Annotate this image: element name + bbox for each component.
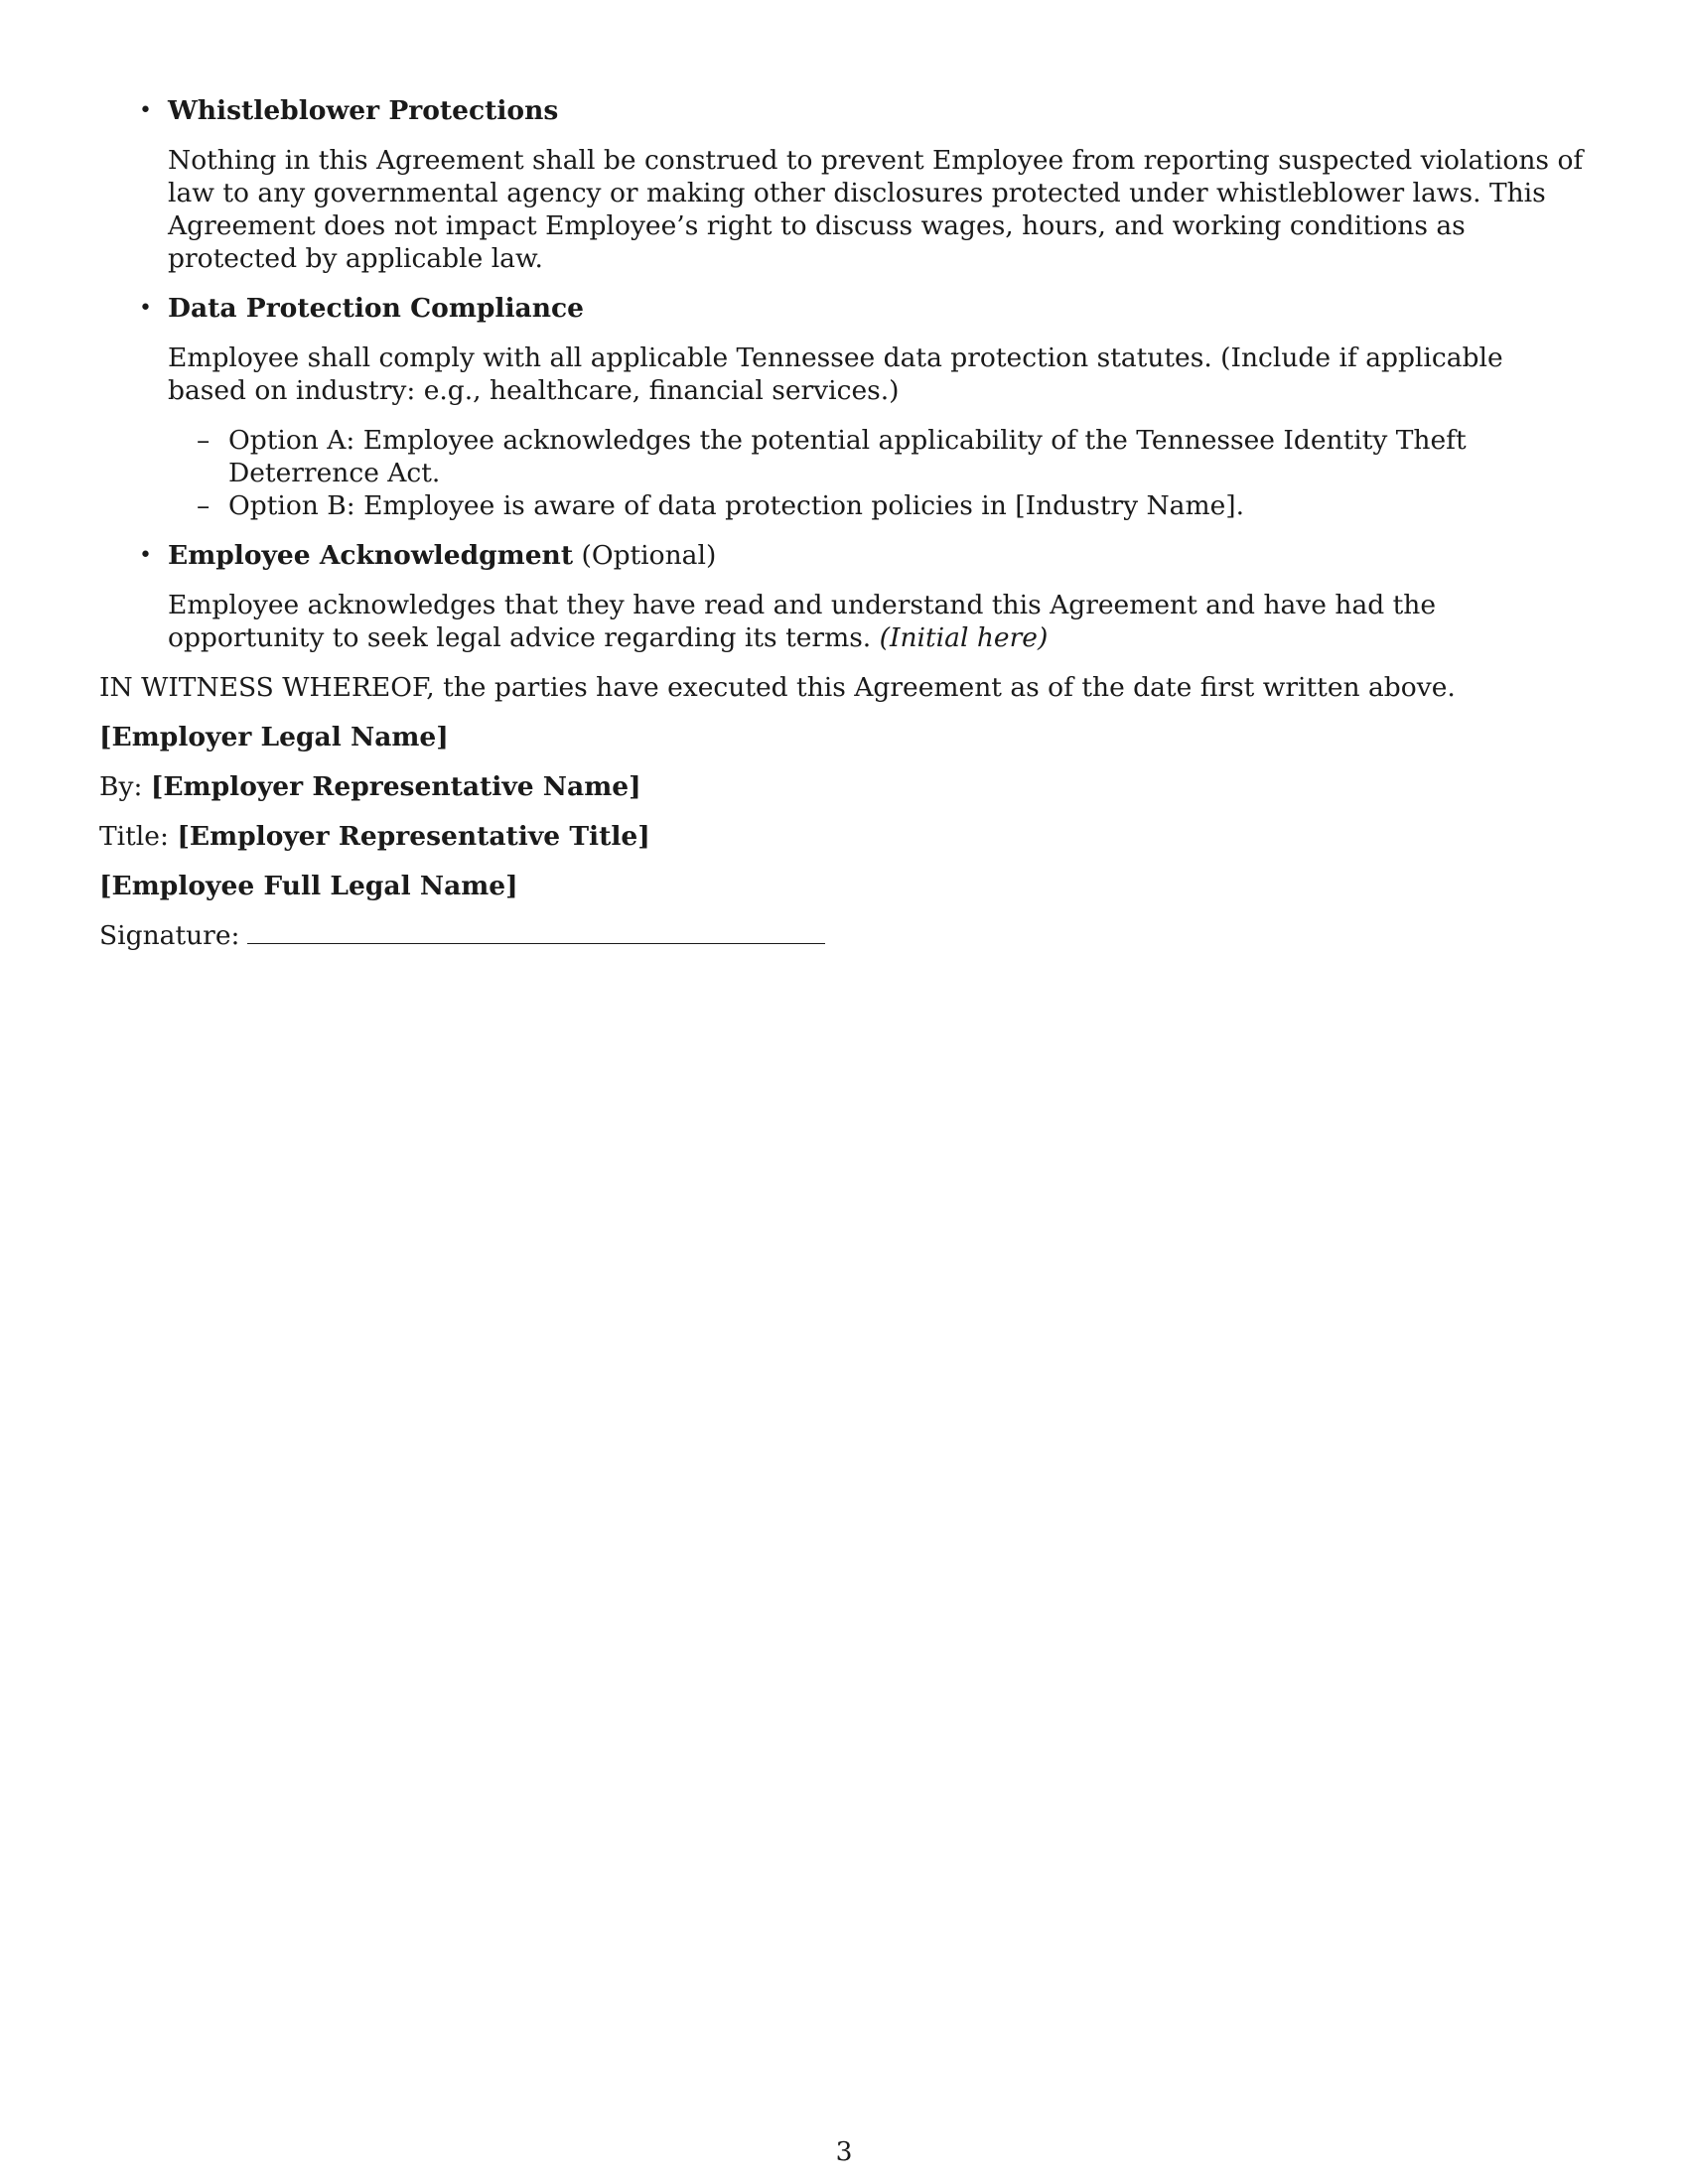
section-body: Nothing in this Agreement shall be construed to prevent Employee from reporting suspected violations of law to any governmental agency or making other disclosures protected under whistleblower laws. This Agreement does not impact Employee’s right to discuss wages, hours, and working conditions as protected by applicable law. bbox=[168, 145, 1584, 274]
representative-name: Employer Representative Name bbox=[163, 771, 630, 802]
section-heading-text: Employee Acknowledgment bbox=[168, 540, 574, 571]
bullet-icon: • bbox=[139, 543, 152, 568]
initial-here-note: (Initial here) bbox=[879, 622, 1049, 653]
section-body: Employee shall comply with all applicable Tennessee data protection statutes. (Include if applicable based on industry: e.g., healthcare, financial services.) bbox=[168, 342, 1503, 406]
bullet-icon: • bbox=[139, 296, 152, 321]
signature-blank[interactable] bbox=[247, 921, 825, 944]
signature-label: Signature: bbox=[99, 920, 240, 951]
section-heading-text: Data Protection Compliance bbox=[168, 293, 584, 324]
option-text: Option A: Employee acknowledges the potential applicability of the Tennessee Identity Theft Deterrence Act. bbox=[228, 425, 1467, 488]
section-heading bbox=[168, 94, 1589, 127]
document-page bbox=[99, 94, 1589, 969]
section-acknowledgment bbox=[99, 539, 1589, 654]
section-body bbox=[168, 589, 1589, 654]
section-heading bbox=[168, 539, 1589, 572]
options-list bbox=[168, 424, 1589, 522]
dash-icon: – bbox=[197, 425, 211, 456]
option-item bbox=[168, 424, 1589, 489]
section-heading-suffix: (Optional) bbox=[581, 540, 717, 571]
section-body-text: Employee acknowledges that they have read and understand this Agreement and have had the opportunity to seek legal advice regarding its terms. bbox=[168, 590, 1437, 653]
title-line: Title: [Employer Representative Title] bbox=[99, 821, 650, 852]
option-text: Option B: Employee is aware of data protection policies in [Industry Name]. bbox=[228, 490, 1245, 521]
representative-title: Employer Representative Title bbox=[189, 821, 638, 852]
witness-paragraph: IN WITNESS WHEREOF, the parties have executed this Agreement as of the date first written above. bbox=[99, 672, 1456, 703]
page-number: 3 bbox=[835, 2136, 853, 2167]
section-heading bbox=[168, 292, 1589, 325]
section-heading-text: Whistleblower Protections bbox=[168, 95, 559, 126]
option-item bbox=[168, 489, 1589, 522]
signature-line bbox=[99, 919, 1589, 952]
employer-name: Employer Legal Name bbox=[111, 722, 437, 752]
title-label: Title: bbox=[99, 821, 169, 852]
bullet-icon: • bbox=[139, 98, 152, 123]
employer-name-line: [Employer Legal Name] bbox=[99, 722, 449, 752]
employee-name-line: [Employee Full Legal Name] bbox=[99, 871, 518, 901]
by-label: By: bbox=[99, 771, 143, 802]
employee-name: Employee Full Legal Name bbox=[111, 871, 506, 901]
by-line: By: [Employer Representative Name] bbox=[99, 771, 641, 802]
section-whistleblower bbox=[99, 94, 1589, 275]
dash-icon: – bbox=[197, 490, 211, 521]
section-data-protection bbox=[99, 292, 1589, 522]
